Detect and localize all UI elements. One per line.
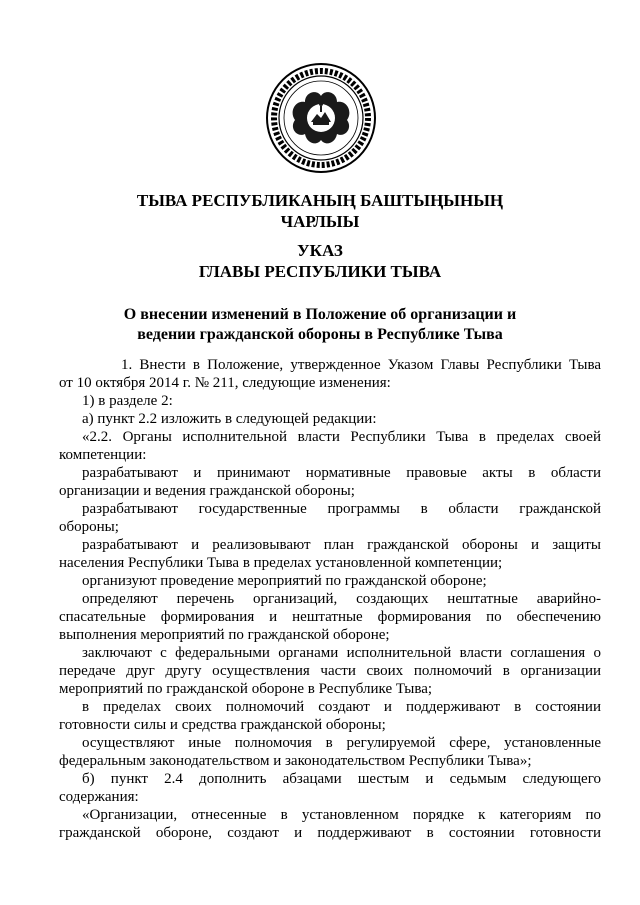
decree-subject	[0, 305, 640, 345]
body-line: от 10 октября 2014 г. № 211, следующие изменения:	[59, 375, 391, 391]
body-line: 1. Внести в Положение, утвержденное Указом Главы Республики Тыва	[121, 357, 601, 373]
body-line: населения Республики Тыва в пределах установленной компетенции;	[59, 555, 503, 571]
subject-line-2: ведении гражданской обороны в Республике Тыва	[137, 326, 503, 343]
body-line: гражданской обороне, создают и поддерживают в состоянии готовности	[59, 825, 601, 841]
body-line: определяют перечень организаций, создающих нештатные аварийно-	[82, 591, 601, 607]
title-line-1: ТЫВА РЕСПУБЛИКАНЫҢ БАШТЫҢЫНЫҢ	[136, 191, 504, 210]
body-line: передаче друг другу осуществления части своих полномочий в организации	[59, 663, 601, 679]
body-line: в пределах своих полномочий создают и поддерживают в состоянии	[82, 699, 601, 715]
decree-authority: ГЛАВЫ РЕСПУБЛИКИ ТЫВА	[198, 262, 442, 281]
body-line: спасательные формирования и нештатные формирования по обеспечению	[59, 609, 601, 625]
body-line: содержания:	[59, 789, 139, 805]
decree-label: УКАЗ	[297, 241, 343, 260]
body-line: осуществляют иные полномочия в регулируемой сфере, установленные	[82, 735, 601, 751]
body-line: «Организации, отнесенные в установленном порядке к категориям по	[82, 807, 601, 823]
body-line: обороны;	[59, 519, 119, 535]
body-line: федеральным законодательством и законодательством Республики Тыва»;	[59, 753, 532, 769]
document-title	[0, 190, 640, 232]
subject-line-1: О внесении изменений в Положение об организации и	[123, 306, 517, 323]
body-line: заключают с федеральными органами исполнительной власти соглашения о	[82, 645, 601, 661]
body-line: разрабатывают и принимают нормативные правовые акты в области	[82, 465, 601, 481]
body-line: мероприятий по гражданской обороне в Республике Тыва;	[59, 681, 433, 697]
body-line: разрабатывают государственные программы в области гражданской	[82, 501, 601, 517]
body-line: организации и ведения гражданской обороны;	[59, 483, 355, 499]
body-line: выполнения мероприятий по гражданской обороне;	[59, 627, 390, 643]
body-line: компетенции:	[59, 447, 147, 463]
title-line-2: ЧАРЛЫЫ	[280, 212, 360, 231]
body-line: готовности силы и средства гражданской обороны;	[59, 717, 386, 733]
decree-heading	[0, 240, 640, 282]
decree-body	[59, 356, 601, 842]
body-line: а) пункт 2.2 изложить в следующей редакции:	[82, 411, 377, 427]
republic-emblem-icon	[265, 62, 377, 174]
body-line: организуют проведение мероприятий по гражданской обороне;	[82, 573, 487, 589]
body-line: 1) в разделе 2:	[82, 393, 173, 409]
body-line: б) пункт 2.4 дополнить абзацами шестым и седьмым следующего	[82, 771, 601, 787]
body-line: «2.2. Органы исполнительной власти Республики Тыва в пределах своей	[82, 429, 601, 445]
body-line: разрабатывают и реализовывают план гражданской обороны и защиты	[82, 537, 601, 553]
